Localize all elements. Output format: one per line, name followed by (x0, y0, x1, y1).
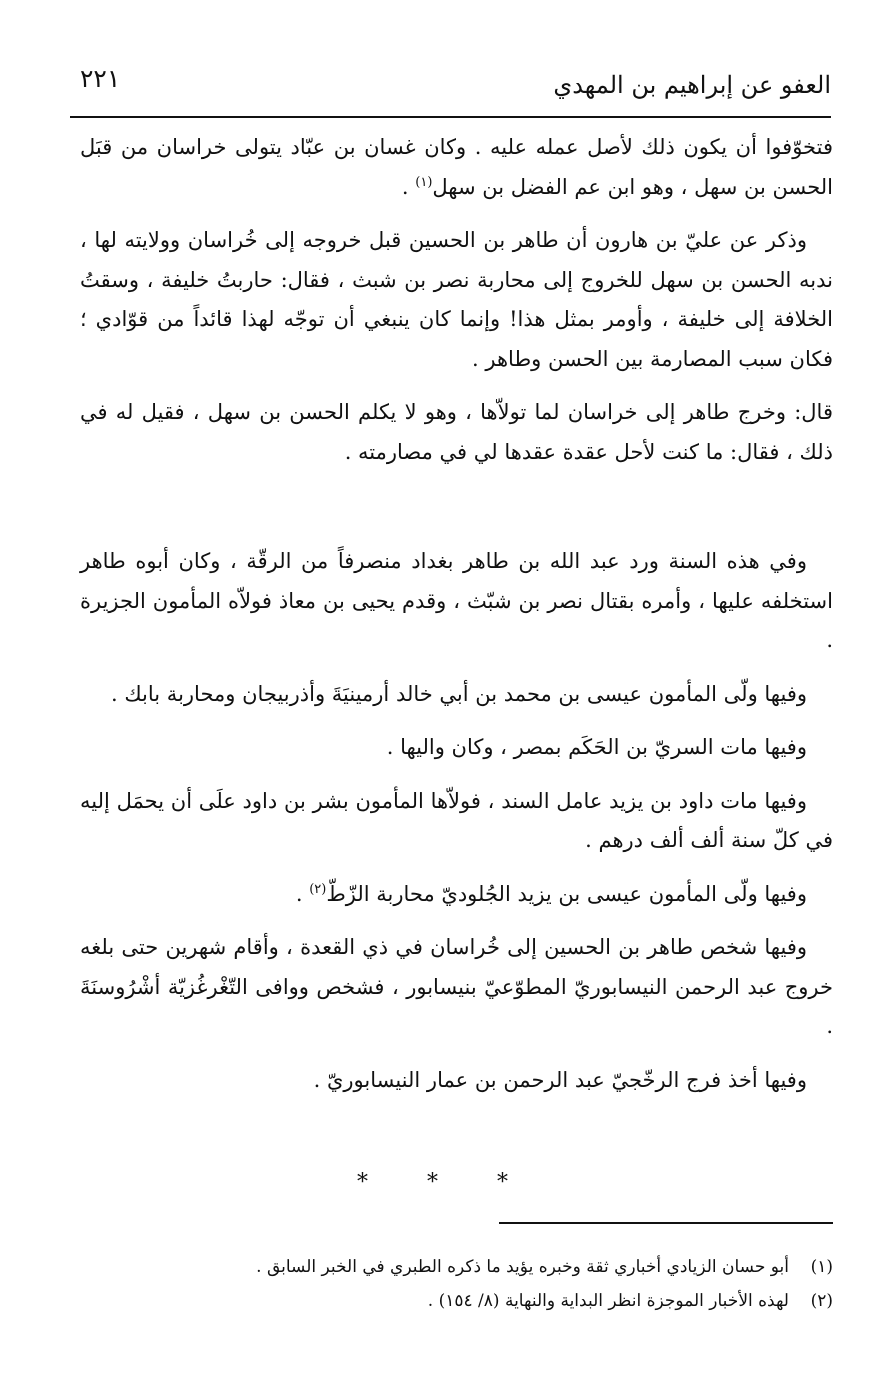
main-text (80, 128, 833, 1114)
footnote-number: (١) (810, 1257, 833, 1277)
running-header (70, 62, 831, 118)
footnotes (80, 1250, 833, 1318)
section-separator: * * * (357, 1170, 534, 1195)
paragraph: وذكر عن عليّ بن هارون أن طاهر بن الحسين قبل خروجه إلى خُراسان وولايته لها ، ندبه الحسن بن سهل للخروج إلى محاربة نصر بن شبث ، فقال: حاربتُ خليفة ، وسقتُ الخلافة إلى خليفة ، وأومر بمثل هذا! وإنما كان ينبغي أن توجّه لهذا قائداً من قوّادي ؛ فكان سبب المصارمة بين الحسن وطاهر . (80, 228, 833, 371)
footnote-text: لهذه الأخبار الموجزة انظر البداية والنهاية (٨/ ١٥٤) . (427, 1291, 789, 1311)
header-rule (70, 116, 831, 118)
paragraph: وفيها ولّى المأمون عيسى بن محمد بن أبي خالد أرمينيَةَ وأذربيجان ومحاربة بابك . (111, 681, 807, 706)
paragraph-text: فتخوّفوا أن يكون ذلك لأصل عمله عليه . وكان غسان بن عبّاد يتولى خراسان من قبَل الحسن بن سهل ، وهو ابن عم الفضل بن سهل (80, 135, 833, 199)
footnote (80, 1250, 833, 1284)
footnote-rule (499, 1222, 833, 1224)
footnote (80, 1284, 833, 1318)
paragraph: وفيها شخص طاهر بن الحسين إلى خُراسان في ذي القعدة ، وأقام شهرين حتى بلغه خروج عبد الرحمن النيسابوريّ المطوّعيّ بنيسابور ، فشخص ووافى التّغْرغُزيّة أشْرُوسنَةَ . (80, 935, 833, 1038)
footnote-reference: (٢) (309, 881, 327, 897)
paragraph (80, 875, 833, 915)
footnote-text: أبو حسان الزيادي أخباري ثقة وخبره يؤيد ما ذكره الطبري في الخبر السابق . (256, 1257, 789, 1277)
paragraph (80, 128, 833, 207)
chapter-title: العفو عن إبراهيم بن المهدي (553, 71, 831, 99)
paragraph: وفي هذه السنة ورد عبد الله بن طاهر بغداد منصرفاً من الرقّة ، وكان أبوه طاهر استخلفه عليها ، وأمره بقتال نصر بن شبّث ، وقدم يحيى بن معاذ فولاّه المأمون الجزيرة . (80, 549, 833, 652)
paragraph: وفيها مات داود بن يزيد عامل السند ، فولاّها المأمون بشر بن داود علَى أن يحمَل إليه في كلّ سنة ألف ألف درهم . (80, 788, 833, 852)
paragraph: وفيها أخذ فرج الرخّجيّ عبد الرحمن بن عمار النيسابوريّ . (313, 1067, 807, 1092)
paragraph-text: وفيها ولّى المأمون عيسى بن يزيد الجُلوديّ محاربة الزّطّ (326, 881, 807, 906)
page-number: ٢٢١ (80, 64, 121, 93)
paragraph-end: . (401, 174, 416, 199)
footnote-reference: (١) (415, 174, 433, 190)
paragraph: قال: وخرج طاهر إلى خراسان لما تولاّها ، وهو لا يكلم الحسن بن سهل ، فقيل له في ذلك ، فقال: ما كنت لأحل عقدة عقدها لي في مصارمته . (80, 400, 833, 464)
footnote-number: (٢) (810, 1291, 833, 1311)
paragraph: وفيها مات السريّ بن الحَكَم بمصر ، وكان واليها . (386, 735, 807, 759)
paragraph-end: . (295, 881, 310, 906)
